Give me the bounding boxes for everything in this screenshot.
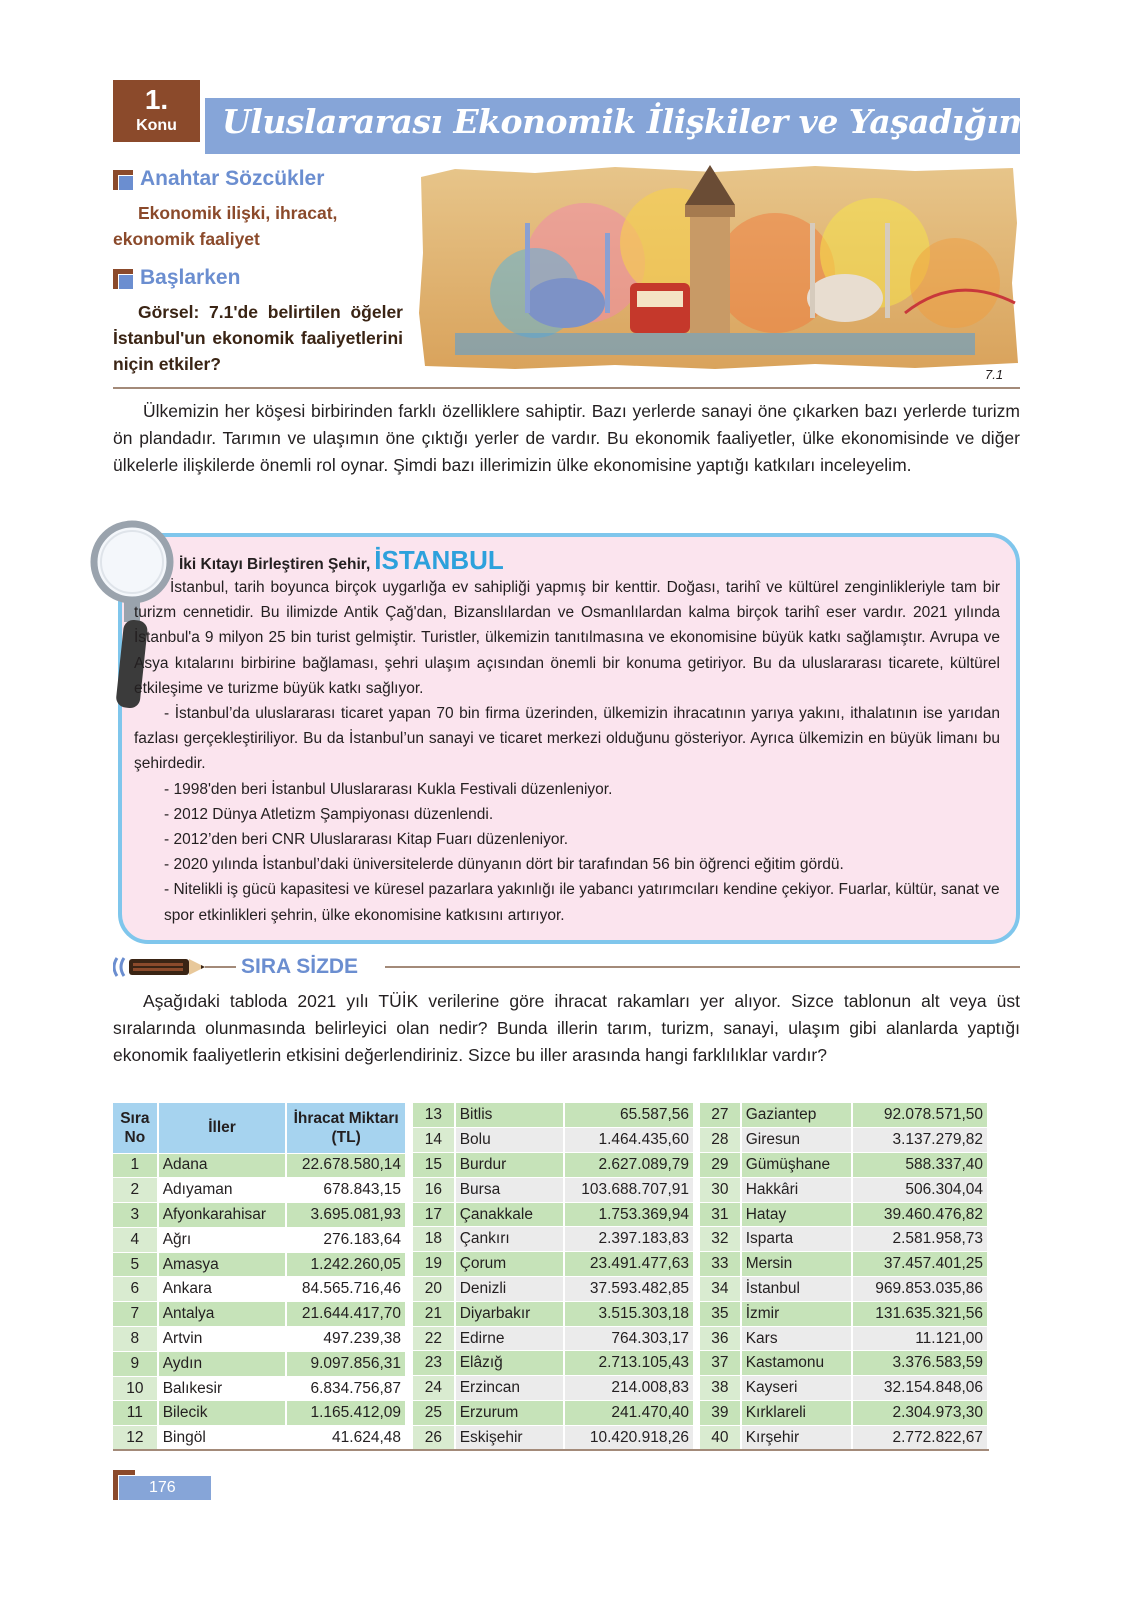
table-row: 28 Giresun 3.137.279,82 xyxy=(700,1128,988,1153)
box-list-item: - 2020 yılında İstanbul’daki üniversitelerde dünyanın dört bir tarafından 56 bin öğrenci eğitim gördü. xyxy=(164,856,844,874)
konu-label: Konu xyxy=(136,117,177,134)
table-row: 38 Kayseri 32.154.848,06 xyxy=(700,1376,988,1401)
table-row: 5 Amasya 1.242.260,05 xyxy=(113,1252,406,1277)
box-list-item: - 2012 Dünya Atletizm Şampiyonası düzenlendi. xyxy=(164,805,494,823)
section-marker-icon xyxy=(113,170,133,190)
table-row: 7 Antalya 21.644.417,70 xyxy=(113,1302,406,1327)
header-no: Sıra No xyxy=(113,1103,158,1153)
table-row: 8 Artvin 497.239,38 xyxy=(113,1327,406,1352)
table-row: 15 Burdur 2.627.089,79 xyxy=(413,1153,694,1178)
table-row: 6 Ankara 84.565.716,46 xyxy=(113,1277,406,1302)
table-row: 27 Gaziantep 92.078.571,50 xyxy=(700,1103,988,1128)
table-row: 3 Afyonkarahisar 3.695.081,93 xyxy=(113,1203,406,1228)
table-row: 19 Çorum 23.491.477,63 xyxy=(413,1252,694,1277)
table-row: 36 Kars 11.121,00 xyxy=(700,1326,988,1351)
export-table-1 xyxy=(113,1103,407,1451)
lesson-number-badge xyxy=(113,80,200,142)
table-row: 33 Mersin 37.457.401,25 xyxy=(700,1252,988,1277)
divider xyxy=(385,966,1020,968)
city-name: İSTANBUL xyxy=(374,545,504,575)
page-number: 176 xyxy=(119,1476,211,1500)
table-row: 24 Erzincan 214.008,83 xyxy=(413,1376,694,1401)
intro-paragraph: Ülkemizin her köşesi birbirinden farklı özelliklere sahiptir. Bazı yerlerde sanayi öne çıkarken bazı yerlerde turizm ön plandadır. Tarımın ve ulaşımın öne çıktığı yerler de vardır. Bu ekonomik faaliyetler, ülke ekonomisinde ve diğer ülkelerle ilişkilerde önemli rol oynar. Şimdi bazı illerimizin ülke ekonomisine yaptığı katkıları inceleyelim. xyxy=(113,401,1020,475)
export-table-2 xyxy=(413,1103,695,1451)
table-row: 12 Bingöl 41.624,48 xyxy=(113,1426,406,1451)
sira-sizde-header xyxy=(113,955,1020,979)
table-row: 22 Edirne 764.303,17 xyxy=(413,1326,694,1351)
export-table-3 xyxy=(700,1103,989,1451)
table-row: 4 Ağrı 276.183,64 xyxy=(113,1227,406,1252)
divider xyxy=(113,1449,989,1451)
table-row: 37 Kastamonu 3.376.583,59 xyxy=(700,1351,988,1376)
table-row: 30 Hakkâri 506.304,04 xyxy=(700,1177,988,1202)
pencil-icon xyxy=(113,955,238,979)
table-row: 23 Elâzığ 2.713.105,43 xyxy=(413,1351,694,1376)
table-row: 25 Erzurum 241.470,40 xyxy=(413,1401,694,1426)
sira-sizde-title: SIRA SİZDE xyxy=(236,955,363,979)
table-row: 35 İzmir 131.635.321,56 xyxy=(700,1301,988,1326)
table-row: 1 Adana 22.678.580,14 xyxy=(113,1153,406,1178)
anahtar-text: Ekonomik ilişki, ihracat, ekonomik faaliyet xyxy=(113,203,338,249)
table-row: 26 Eskişehir 10.420.918,26 xyxy=(413,1425,694,1450)
table-row: 11 Bilecik 1.165.412,09 xyxy=(113,1401,406,1426)
table-row: 14 Bolu 1.464.435,60 xyxy=(413,1128,694,1153)
istanbul-illustration xyxy=(415,163,1020,373)
box-text xyxy=(134,575,1000,928)
table-row: 20 Denizli 37.593.482,85 xyxy=(413,1277,694,1302)
table-row: 40 Kırşehir 2.772.822,67 xyxy=(700,1425,988,1450)
table-row: 16 Bursa 103.688.707,91 xyxy=(413,1177,694,1202)
table-row: 18 Çankırı 2.397.183,83 xyxy=(413,1227,694,1252)
box-list-item: - Nitelikli iş gücü kapasitesi ve küresel pazarlara yakınlığı ile yabancı yatırımcıları kendine çekiyor. Fuarlar, kültür, sanat ve spor etkinlikleri şehrin, ülke ekonomisine katkısını artırıyor. xyxy=(164,881,1000,924)
page-marker-icon xyxy=(113,1470,135,1500)
table-row: 31 Hatay 39.460.476,82 xyxy=(700,1202,988,1227)
table-header-row xyxy=(113,1103,406,1153)
table-row: 9 Aydın 9.097.856,31 xyxy=(113,1351,406,1376)
table-row: 10 Balıkesir 6.834.756,87 xyxy=(113,1376,406,1401)
header-il: İller xyxy=(158,1103,287,1153)
table-row: 29 Gümüşhane 588.337,40 xyxy=(700,1153,988,1178)
box-heading: İki Kıtayı Birleştiren Şehir, İSTANBUL xyxy=(179,545,504,575)
table-row: 17 Çanakkale 1.753.369,94 xyxy=(413,1202,694,1227)
table-row: 2 Adıyaman 678.843,15 xyxy=(113,1178,406,1203)
box-paragraph-2: - İstanbul’da uluslararası ticaret yapan 70 bin firma üzerinden, ülkemizin ihracatının yarıya yakını, ithalatının ise yarıdan fazlası gerçekleştiriliyor. Bu da İstanbul’un sanayi ve ticaret merkezi olduğunu gösteriyor. Ayrıca ülkemizin en büyük limanı bu şehirdedir. xyxy=(134,705,1000,773)
box-list-item: - 1998'den beri İstanbul Uluslararası Kukla Festivali düzenleniyor. xyxy=(164,780,613,798)
table-row: 21 Diyarbakır 3.515.303,18 xyxy=(413,1301,694,1326)
figure-label: 7.1 xyxy=(985,367,1004,382)
divider xyxy=(113,387,1020,389)
page-title: Uluslararası Ekonomik İlişkiler ve Yaşadığımız İl xyxy=(222,102,1102,141)
table-row: 34 İstanbul 969.853.035,86 xyxy=(700,1277,988,1302)
header-ihracat: İhracat Miktarı (TL) xyxy=(286,1103,406,1153)
box-paragraph-1: İstanbul, tarih boyunca birçok uygarlığa ev sahipliği yapmış bir kenttir. Doğası, tarihî ve kültürel zenginlikleriyle tam bir turizm cennetidir. Bu ilimizde Antik Çağ'dan, Bizanslılardan ve Osmanlılardan kalma birçok tarihî eser vardır. 2021 yılında İstanbul'a 9 milyon 25 bin turist gelmiştir. Turistler, ülkemizin tanıtılmasına ve ekonomisine büyük katkı sağlamıştır. Avrupa ve Asya kıtalarını birbirine bağlaması, şehri ulaşım açısından önemli bir konuma getiriyor. Bu da uluslararası ticarete, kültürel etkileşime ve turizme büyük katkı sağlıyor. xyxy=(134,579,1000,697)
table-row: 39 Kırklareli 2.304.973,30 xyxy=(700,1401,988,1426)
table-row: 13 Bitlis 65.587,56 xyxy=(413,1103,694,1128)
box-list-item: - 2012’den beri CNR Uluslararası Kitap Fuarı düzenleniyor. xyxy=(164,831,569,849)
baslarken-text: Görsel: 7.1'de belirtilen öğeler İstanbul'un ekonomik faaliyetlerini niçin etkiler? xyxy=(113,302,403,374)
sira-sizde-text: Aşağıdaki tabloda 2021 yılı TÜİK verilerine göre ihracat rakamları yer alıyor. Sizce tablonun alt veya üst sıralarında olunmasında belirleyici olan nedir? Bunda illerin tarım, turizm, sanayi, ulaşım gibi alanlarda yaptığı ekonomik faaliyetlerin etkisini değerlendiriniz. Sizce bu iller arasında hangi farklılıklar vardır? xyxy=(113,991,1020,1065)
table-row: 32 Isparta 2.581.958,73 xyxy=(700,1227,988,1252)
lesson-number: 1. xyxy=(144,84,169,115)
section-marker-icon xyxy=(113,269,133,289)
